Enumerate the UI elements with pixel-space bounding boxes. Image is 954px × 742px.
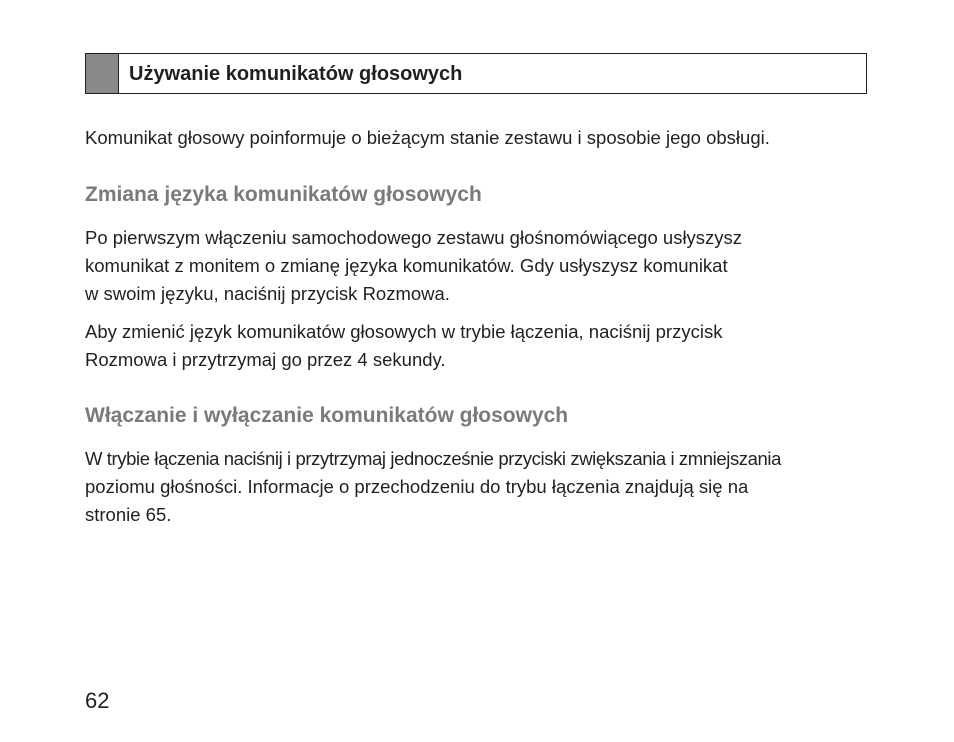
section-header <box>85 53 867 94</box>
language-para2-line2: Rozmowa i przytrzymaj go przez 4 sekundy. <box>85 349 446 370</box>
language-para1-line2: komunikat z monitem o zmianę języka komunikatów. Gdy usłyszysz komunikat <box>85 255 728 276</box>
language-para1-line1: Po pierwszym włączeniu samochodowego zestawu głośnomówiącego usłyszysz <box>85 227 743 248</box>
header-marker-block <box>86 54 119 93</box>
toggle-para-line3: stronie 65. <box>85 504 172 525</box>
language-para1-line3: w swoim języku, naciśnij przycisk Rozmowa. <box>85 283 450 304</box>
section-title: Używanie komunikatów głosowych <box>129 63 463 85</box>
toggle-para-line2: poziomu głośności. Informacje o przechodzeniu do trybu łączenia znajdują się na <box>85 476 749 497</box>
page-number: 62 <box>85 688 110 713</box>
language-heading: Zmiana języka komunikatów głosowych <box>85 183 482 206</box>
toggle-heading: Włączanie i wyłączanie komunikatów głosowych <box>85 404 569 427</box>
toggle-para-line1: W trybie łączenia naciśnij i przytrzymaj jednocześnie przyciski zwiększania i zmniejszania <box>85 448 782 469</box>
language-para2-line1: Aby zmienić język komunikatów głosowych w trybie łączenia, naciśnij przycisk <box>85 321 723 342</box>
intro-text: Komunikat głosowy poinformuje o bieżącym stanie zestawu i sposobie jego obsługi. <box>85 127 770 148</box>
